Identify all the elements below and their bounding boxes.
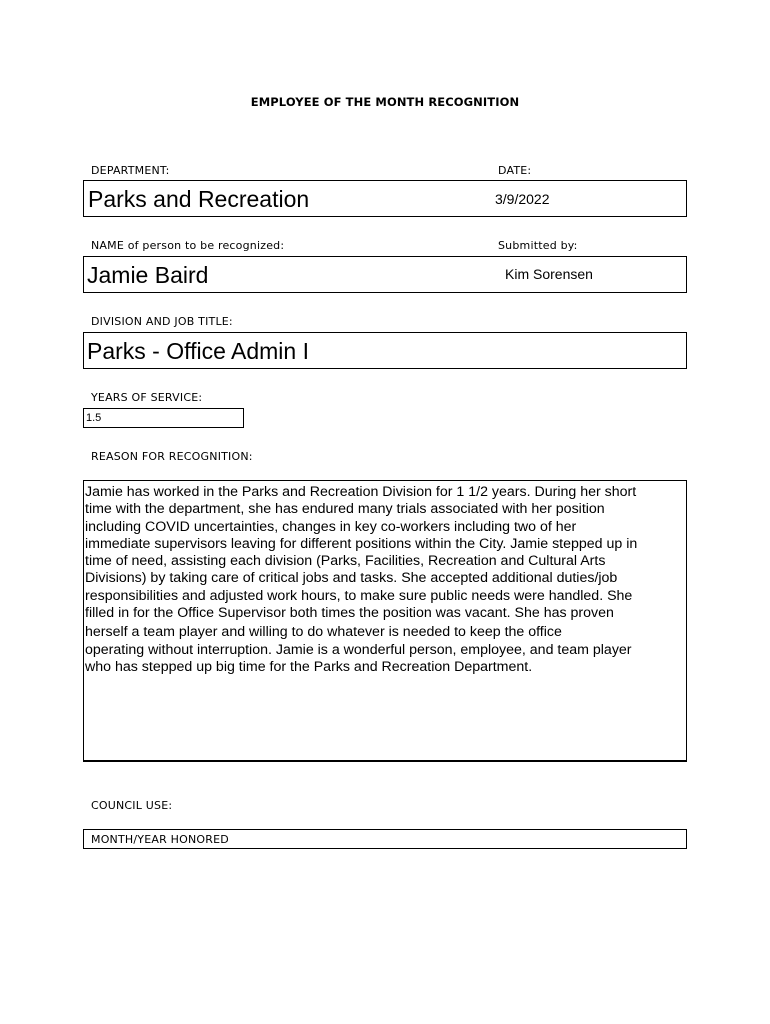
- reason-line: Jamie has worked in the Parks and Recreation Division for 1 1/2 years. During her short: [85, 484, 637, 500]
- department-field[interactable]: Parks and Recreation: [88, 186, 310, 212]
- reason-line: filled in for the Office Supervisor both times the position was vacant. She has proven: [85, 605, 614, 622]
- reason-line: who has stepped up big time for the Parks and Recreation Department.: [85, 658, 533, 675]
- reason-line: Divisions) by taking care of critical jobs and tasks. She accepted additional duties/job: [85, 570, 618, 587]
- submitted-by-label: Submitted by:: [498, 239, 578, 252]
- form-title: EMPLOYEE OF THE MONTH RECOGNITION: [250, 95, 520, 109]
- division-field[interactable]: Parks - Office Admin I: [87, 338, 309, 364]
- council-use-label: COUNCIL USE:: [91, 799, 173, 812]
- reason-line: time with the department, she has endured many trials associated with her position: [85, 501, 605, 518]
- division-field-box: [83, 332, 687, 369]
- department-date-row: [83, 180, 687, 217]
- name-label: NAME of person to be recognized:: [91, 239, 285, 252]
- name-field[interactable]: Jamie Baird: [87, 262, 209, 288]
- month-year-field[interactable]: [83, 829, 687, 849]
- reason-label: REASON FOR RECOGNITION:: [91, 450, 253, 463]
- reason-line: including COVID uncertainties, changes in key co-workers including two of her: [85, 518, 577, 535]
- years-field[interactable]: 1.5: [86, 412, 102, 424]
- name-submitter-row: [83, 256, 687, 293]
- month-year-label: MONTH/YEAR HONORED: [91, 833, 229, 846]
- years-field-box: [83, 408, 244, 428]
- years-label: YEARS OF SERVICE:: [91, 391, 203, 404]
- reason-text: [85, 484, 637, 676]
- date-field[interactable]: 3/9/2022: [495, 191, 550, 207]
- department-label: DEPARTMENT:: [91, 164, 170, 177]
- reason-line: immediate supervisors leaving for different positions within the City. Jamie stepped up in: [85, 535, 638, 552]
- reason-line: operating without interruption. Jamie is a wonderful person, employee, and team player: [85, 641, 632, 658]
- date-label: DATE:: [498, 164, 532, 177]
- reason-line: herself a team player and willing to do whatever is needed to keep the office: [85, 624, 562, 641]
- reason-field[interactable]: [83, 480, 687, 762]
- division-label: DIVISION AND JOB TITLE:: [91, 315, 233, 328]
- reason-line: responsibilities and adjusted work hours, to make sure public needs were handled. She: [85, 587, 633, 604]
- submitted-by-field[interactable]: Kim Sorensen: [505, 266, 593, 282]
- reason-line: time of need, assisting each division (Parks, Facilities, Recreation and Cultural Arts: [85, 553, 606, 570]
